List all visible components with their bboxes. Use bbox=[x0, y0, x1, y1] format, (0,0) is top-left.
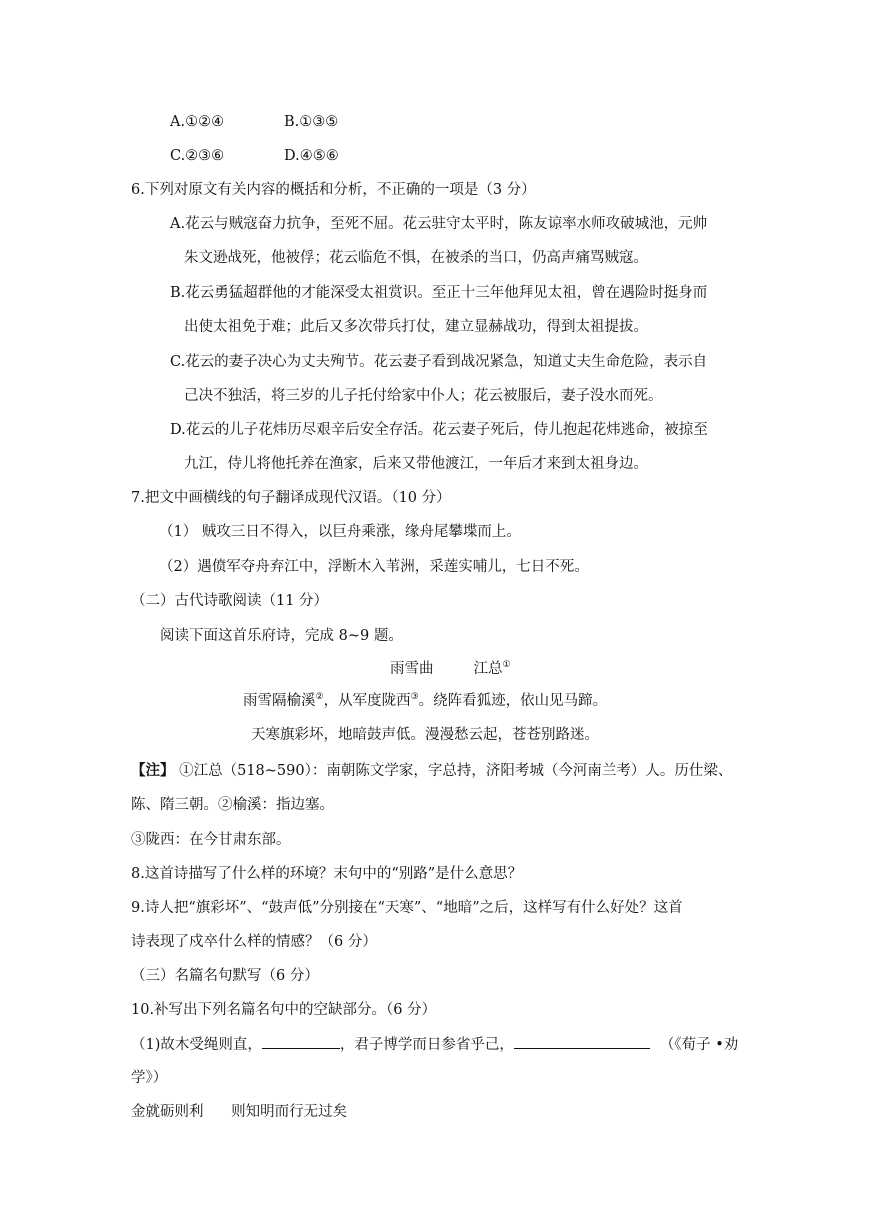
section2-heading: （二）古代诗歌阅读（11 分） bbox=[131, 593, 329, 609]
q6-option-d-line1: D.花云的儿子花炜历尽艰辛后安全存活。花云妻子死后，侍儿抱起花炜逃命，被掠至 bbox=[170, 422, 708, 438]
poem-line-2: 天寒旗彩坏，地暗鼓声低。漫漫愁云起，苍苍别路迷。 bbox=[251, 727, 599, 743]
poem-line-1: 雨雪隔榆溪②，从军度陇西③。绕阵看狐迹，依山见马蹄。 bbox=[243, 692, 608, 709]
q5-option-d: D.④⑤⑥ bbox=[284, 148, 339, 164]
q6-stem: 6.下列对原文有关内容的概括和分析，不正确的一项是（3 分） bbox=[131, 182, 536, 198]
q6-option-b-line2: 出使太祖免于难；此后又多次带兵打仗，建立显赫战功，得到太祖提拔。 bbox=[184, 319, 648, 335]
q10-item1-cont: 学》） bbox=[131, 1070, 168, 1086]
q5-option-c: C.②③⑥ bbox=[170, 148, 225, 164]
q6-option-b-line1: B.花云勇猛超群他的才能深受太祖赏识。至正十三年他拜见太祖，曾在遇险时挺身而 bbox=[170, 285, 708, 301]
q5-option-b: B.①③⑤ bbox=[284, 114, 339, 130]
poem-author: 江总 bbox=[473, 661, 503, 677]
q6-option-a-line2: 朱文逊战死，他被俘；花云临危不惧，在被杀的当口，仍高声痛骂贼寇。 bbox=[184, 250, 648, 266]
poem-notes-line2: 陈、隋三朝。②榆溪：指边塞。 bbox=[131, 797, 334, 813]
note-mark-2: ② bbox=[315, 692, 324, 702]
poem-title-line bbox=[390, 659, 511, 679]
q7-stem: 7.把文中画横线的句子翻译成现代汉语。（10 分） bbox=[131, 490, 451, 506]
poem-title: 雨雪曲 bbox=[390, 661, 434, 677]
poem-notes-line3: ③陇西：在今甘肃东部。 bbox=[131, 832, 291, 848]
q9-line2: 诗表现了戍卒什么样的情感？（6 分） bbox=[131, 934, 377, 950]
q6-option-c-line2: 己决不独活，将三岁的儿子托付给家中仆人；花云被服后，妻子没水而死。 bbox=[184, 388, 663, 404]
note-mark-1: ① bbox=[502, 660, 511, 670]
note-mark-3: ③ bbox=[410, 692, 419, 702]
note-label: 【注】 bbox=[131, 762, 175, 779]
q10-stem: 10.补写出下列名篇名句中的空缺部分。（6 分） bbox=[131, 1002, 437, 1018]
q7-sentence-1: （1） 贼攻三日不得入，以巨舟乘涨，缘舟尾攀堞而上。 bbox=[159, 524, 521, 540]
q6-option-a-line1: A.花云与贼寇奋力抗争，至死不屈。花云驻守太平时，陈友谅率水师攻破城池，元帅 bbox=[170, 216, 708, 232]
q10-item1: （1)故木受绳则直， ，君子博学而日参省乎己， （《荀子 •劝 bbox=[131, 1034, 738, 1055]
q5-option-a: A.①②④ bbox=[170, 114, 225, 130]
answer-blank-2[interactable] bbox=[514, 1034, 650, 1049]
q6-option-c-line1: C.花云的妻子决心为丈夫殉节。花云妻子看到战况紧急，知道丈夫生命危险，表示自 bbox=[170, 354, 708, 370]
section2-intro: 阅读下面这首乐府诗，完成 8~9 题。 bbox=[160, 628, 403, 644]
answer-blank-1[interactable] bbox=[262, 1034, 340, 1049]
q8-text: 8.这首诗描写了什么样的环境？末句中的“别路”是什么意思？ bbox=[131, 866, 523, 882]
q10-answer: 金就砺则利 则知明而行无过矣 bbox=[131, 1104, 348, 1120]
poem-notes-line1: 【注】 ①江总（518~590）：南朝陈文学家，字总持，济阳考城（今河南兰考）人。历仕梁、 bbox=[131, 762, 733, 779]
q9-line1: 9.诗人把“旗彩坏”、“鼓声低”分别接在“天寒”、“地暗”之后，这样写有什么好处？这首 bbox=[131, 900, 683, 916]
q6-option-d-line2: 九江，侍儿将他托养在渔家，后来又带他渡江，一年后才来到太祖身边。 bbox=[184, 456, 648, 472]
q7-sentence-2: （2）遇偾军夺舟弃江中，浮断木入苇洲，采莲实哺儿，七日不死。 bbox=[159, 559, 589, 575]
section3-heading: （三）名篇名句默写（6 分） bbox=[131, 968, 319, 984]
